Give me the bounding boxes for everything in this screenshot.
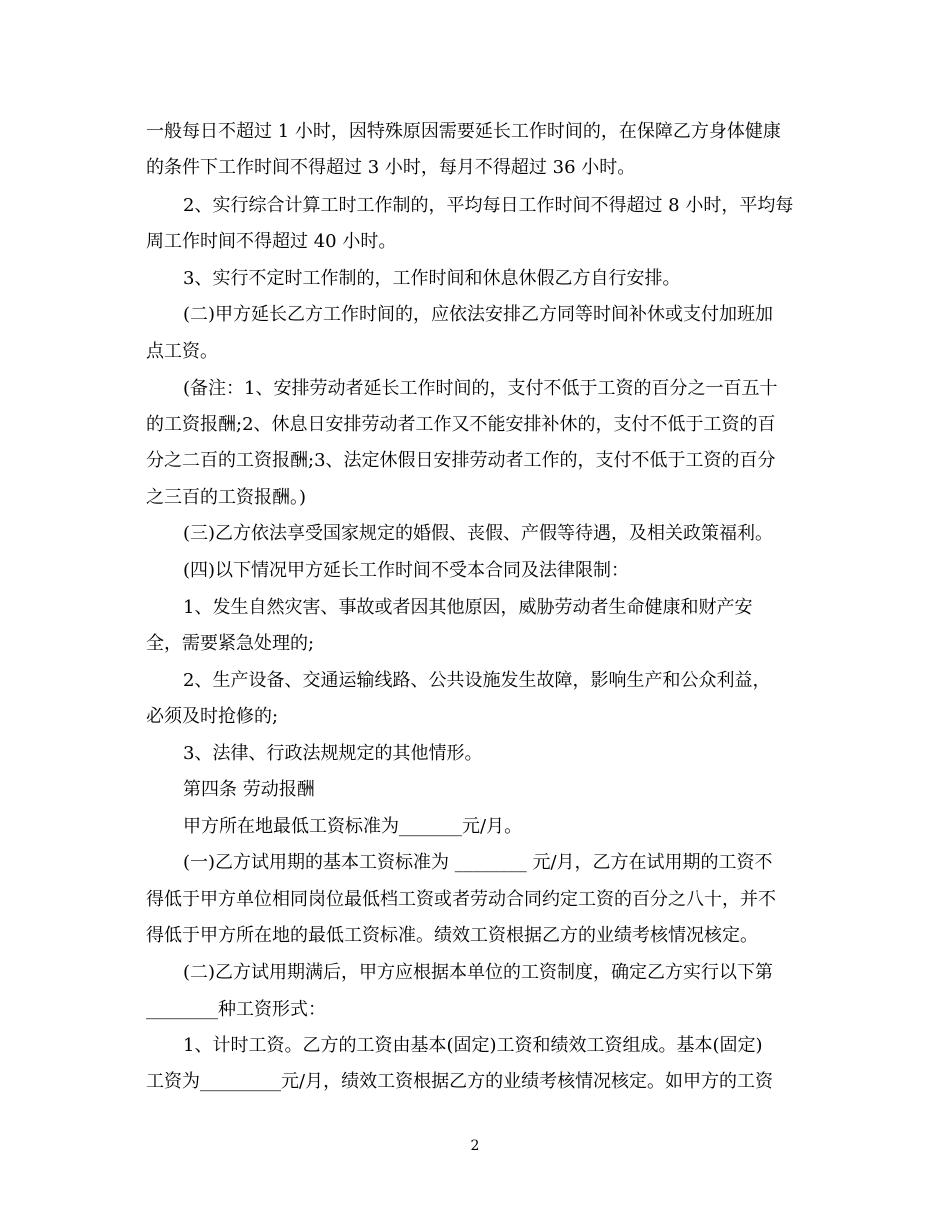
- paragraph-line: 分之二百的工资报酬;3、法定休假日安排劳动者工作的，支付不低于工资的百分: [146, 450, 776, 471]
- paragraph-line: 2、实行综合计算工时工作制的，平均每日工作时间不得超过 8 小时，平均每: [183, 195, 794, 216]
- paragraph-line: 点工资。: [146, 341, 218, 362]
- paragraph-line: (三)乙方依法享受国家规定的婚假、丧假、产假等待遇，及相关政策福利。: [183, 523, 774, 544]
- paragraph-line: 1、计时工资。乙方的工资由基本(固定)工资和绩效工资组成。基本(固定): [183, 1035, 763, 1056]
- paragraph-line: (二)乙方试用期满后，甲方应根据本单位的工资制度，确定乙方实行以下第: [183, 962, 774, 983]
- paragraph-line: ________种工资形式：: [146, 999, 326, 1020]
- paragraph-line: (四)以下情况甲方延长工作时间不受本合同及法律限制：: [183, 560, 630, 581]
- paragraph-line: 3、实行不定时工作制的，工作时间和休息休假乙方自行安排。: [183, 268, 681, 289]
- paragraph-line: 得低于甲方单位相同岗位最低档工资或者劳动合同约定工资的百分之八十，并不: [146, 889, 776, 910]
- section-heading: 第四条 劳动报酬: [183, 779, 315, 800]
- paragraph-line: 得低于甲方所在地的最低工资标准。绩效工资根据乙方的业绩考核情况核定。: [146, 925, 758, 946]
- paragraph-line: 一般每日不超过 1 小时，因特殊原因需要延长工作时间的，在保障乙方身体健康: [146, 121, 781, 142]
- paragraph-line: 1、发生自然灾害、事故或者因其他原因，威胁劳动者生命健康和财产安: [183, 597, 753, 618]
- paragraph-line: (备注：1、安排劳动者延长工作时间的，支付不低于工资的百分之一百五十: [183, 378, 778, 399]
- paragraph-line: 的条件下工作时间不得超过 3 小时，每月不得超过 36 小时。: [146, 157, 636, 178]
- paragraph-line: 全，需要紧急处理的;: [146, 633, 315, 654]
- paragraph-line: (二)甲方延长乙方工作时间的，应依法安排乙方同等时间补休或支付加班加: [183, 304, 774, 325]
- paragraph-line: 2、生产设备、交通运输线路、公共设施发生故障，影响生产和公众利益，: [183, 670, 771, 691]
- page-number: 2: [470, 1138, 480, 1154]
- paragraph-line: 的工资报酬;2、休息日安排劳动者工作又不能安排补休的，支付不低于工资的百: [146, 414, 776, 435]
- paragraph-line: (一)乙方试用期的基本工资标准为 ________ 元/月，乙方在试用期的工资不: [183, 852, 773, 873]
- paragraph-line: 甲方所在地最低工资标准为_______元/月。: [183, 816, 523, 837]
- paragraph-line: 之三百的工资报酬。): [146, 487, 307, 508]
- paragraph-line: 周工作时间不得超过 40 小时。: [146, 231, 397, 252]
- paragraph-line: 3、法律、行政法规规定的其他情形。: [183, 743, 483, 764]
- paragraph-line: 工资为_________元/月，绩效工资根据乙方的业绩考核情况核定。如甲方的工资: [146, 1071, 774, 1092]
- paragraph-line: 必须及时抢修的;: [146, 706, 279, 727]
